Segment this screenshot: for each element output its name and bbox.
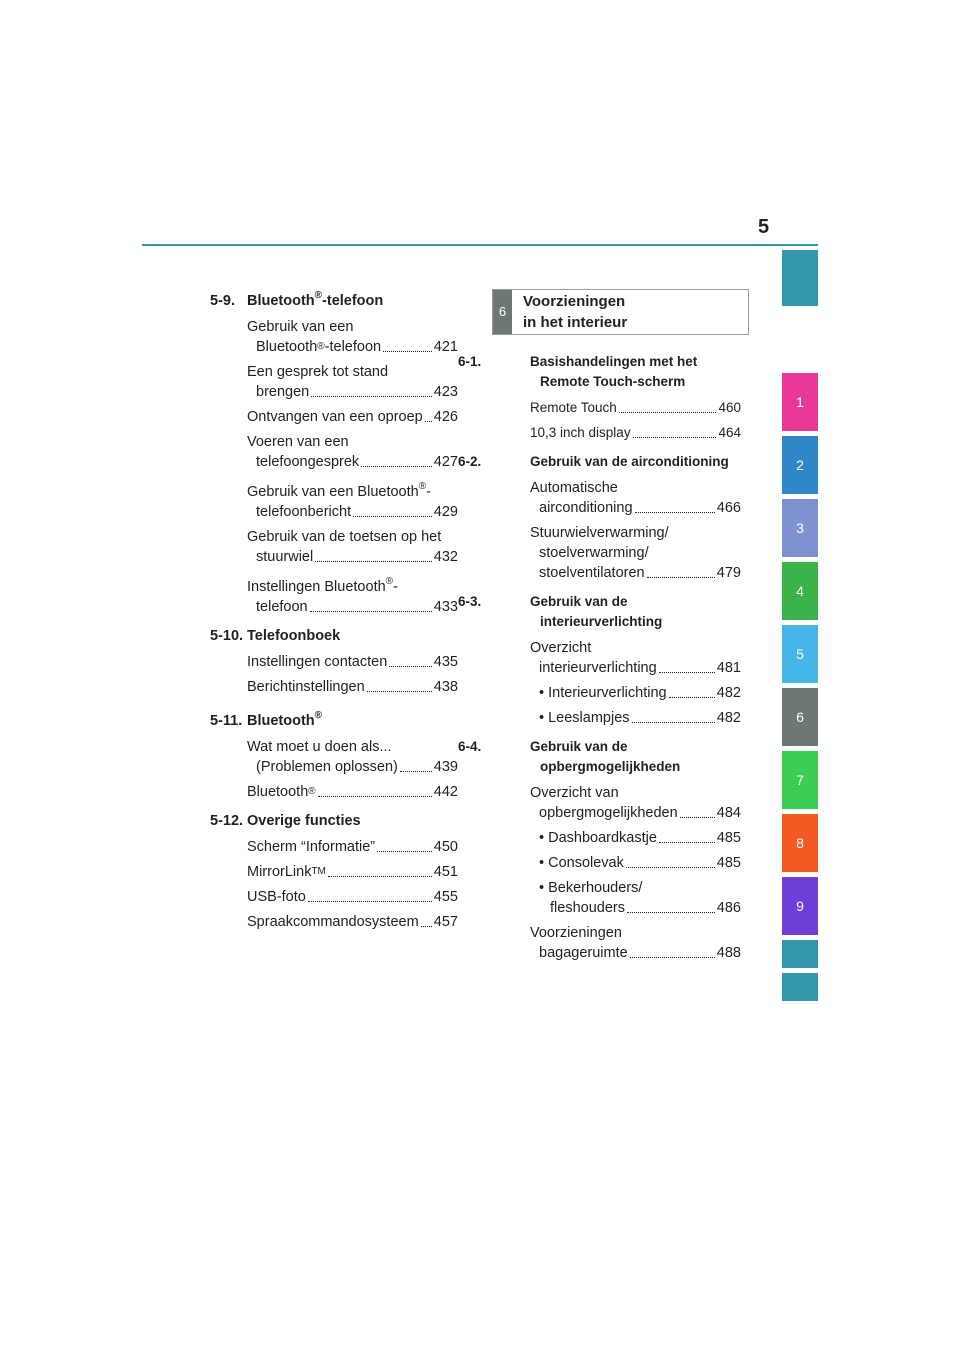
page-ref: 486 <box>716 900 741 916</box>
toc-entry[interactable]: Remote Touch 460 <box>494 398 741 418</box>
chapter-tab-2[interactable]: 2 <box>782 436 818 494</box>
toc-entry[interactable]: • Interieurverlichting 482 <box>539 685 741 701</box>
chapter-tab-3[interactable]: 3 <box>782 499 818 557</box>
section-title-6-1[interactable]: 6-1. Basishandelingen met het Remote Touch-scherm <box>458 354 698 389</box>
page-ref: 432 <box>433 549 458 565</box>
page-ref: 423 <box>433 384 458 400</box>
chapter-tab-blank[interactable] <box>782 940 818 968</box>
chapter-tab-5[interactable]: 5 <box>782 625 818 683</box>
chapter-tab-6[interactable]: 6 <box>782 688 818 746</box>
chapter-6-header[interactable] <box>492 289 749 335</box>
page-ref: 421 <box>433 339 458 355</box>
toc-entry[interactable]: 10,3 inch display 464 <box>494 423 741 443</box>
toc-entry[interactable]: Ontvangen van een oproep 426 <box>247 409 458 425</box>
page-ref: 482 <box>716 685 741 701</box>
chapter-title: Voorzieningen in het interieur <box>523 293 628 331</box>
toc-entry[interactable]: • Dashboardkastje 485 <box>539 830 741 846</box>
section-title-5-12[interactable]: 5-12. Overige functies <box>210 813 361 829</box>
toc-entry[interactable]: • Leeslampjes 482 <box>539 710 741 726</box>
section-title-5-11[interactable]: 5-11. Bluetooth® <box>210 710 323 729</box>
chapter-tab-blank[interactable] <box>782 250 818 306</box>
page-ref: 427 <box>433 454 458 470</box>
toc-entry[interactable]: MirrorLink TM 451 <box>247 864 458 880</box>
page-ref: 485 <box>716 830 741 846</box>
page-ref: 457 <box>433 914 458 930</box>
page-ref: 455 <box>433 889 458 905</box>
page-ref: 481 <box>716 660 741 676</box>
toc-column-right <box>458 352 741 968</box>
page-ref: 464 <box>718 425 741 440</box>
chapter-tab-7[interactable]: 7 <box>782 751 818 809</box>
section-title-5-9[interactable]: 5-9. Bluetooth®-telefoon <box>210 290 384 309</box>
page-ref: 479 <box>716 565 741 581</box>
section-title-6-2[interactable]: 6-2. Gebruik van de airconditioning <box>458 454 729 469</box>
page-number: 5 <box>758 216 770 238</box>
section-title-6-3[interactable]: 6-3. Gebruik van de interieurverlichting <box>458 594 663 629</box>
page-ref: 488 <box>716 945 741 961</box>
header-rule <box>142 244 818 246</box>
page-ref: 435 <box>433 654 458 670</box>
toc-entry[interactable]: Een gesprek tot stand brengen 423 <box>247 364 458 400</box>
toc-column-left <box>210 286 458 937</box>
page-ref: 442 <box>433 784 458 800</box>
page-ref: 433 <box>433 599 458 615</box>
toc-entry[interactable]: Voorzieningen bagageruimte 488 <box>530 925 741 961</box>
page-ref: 485 <box>716 855 741 871</box>
page-ref: 438 <box>433 679 458 695</box>
page-ref: 466 <box>716 500 741 516</box>
page-ref: 450 <box>433 839 458 855</box>
toc-entry[interactable]: Automatische airconditioning 466 <box>530 480 741 516</box>
section-title-5-10[interactable]: 5-10. Telefoonboek <box>210 628 341 644</box>
toc-entry[interactable]: Stuurwielverwarming/ stoelverwarming/ stoelventilatoren 479 <box>530 525 741 581</box>
toc-entry[interactable]: Wat moet u doen als... (Problemen oplossen) 439 <box>247 739 458 775</box>
toc-entry[interactable]: Scherm “Informatie” 450 <box>247 839 458 855</box>
toc-entry[interactable]: Voeren van een telefoongesprek 427 <box>247 434 458 470</box>
section-title-6-4[interactable]: 6-4. Gebruik van de opbergmogelijkheden <box>458 739 681 774</box>
chapter-tab-1[interactable]: 1 <box>782 373 818 431</box>
toc-entry[interactable]: Bluetooth ® 442 <box>247 784 458 800</box>
chapter-tab-8[interactable]: 8 <box>782 814 818 872</box>
page-ref: 439 <box>433 759 458 775</box>
toc-entry[interactable]: Gebruik van een Bluetooth®- telefoonbericht 429 <box>247 481 458 520</box>
chapter-tab-4[interactable]: 4 <box>782 562 818 620</box>
toc-entry[interactable]: Gebruik van een Bluetooth ® -telefoon 421 <box>247 319 458 355</box>
toc-entry[interactable]: Berichtinstellingen 438 <box>247 679 458 695</box>
chapter-tab-blank[interactable] <box>782 973 818 1001</box>
page-ref: 426 <box>433 409 458 425</box>
toc-entry[interactable]: Gebruik van de toetsen op het stuurwiel 432 <box>247 529 458 565</box>
toc-entry[interactable]: Overzicht van opbergmogelijkheden 484 <box>530 785 741 821</box>
toc-entry[interactable]: USB-foto 455 <box>247 889 458 905</box>
toc-entry[interactable]: • Bekerhouders/ fleshouders 486 <box>539 880 741 916</box>
chapter-tab-9[interactable]: 9 <box>782 877 818 935</box>
page-ref: 451 <box>433 864 458 880</box>
toc-entry[interactable]: Spraakcommandosysteem 457 <box>247 914 458 930</box>
toc-entry[interactable]: Instellingen contacten 435 <box>247 654 458 670</box>
toc-entry[interactable]: Instellingen Bluetooth®- telefoon 433 <box>247 576 458 615</box>
page-ref: 482 <box>716 710 741 726</box>
chapter-number-badge: 6 <box>493 290 512 334</box>
page-ref: 460 <box>718 400 741 415</box>
page-ref: 484 <box>716 805 741 821</box>
toc-entry[interactable]: • Consolevak 485 <box>539 855 741 871</box>
page-ref: 429 <box>433 504 458 520</box>
toc-entry[interactable]: Overzicht interieurverlichting 481 <box>530 640 741 676</box>
